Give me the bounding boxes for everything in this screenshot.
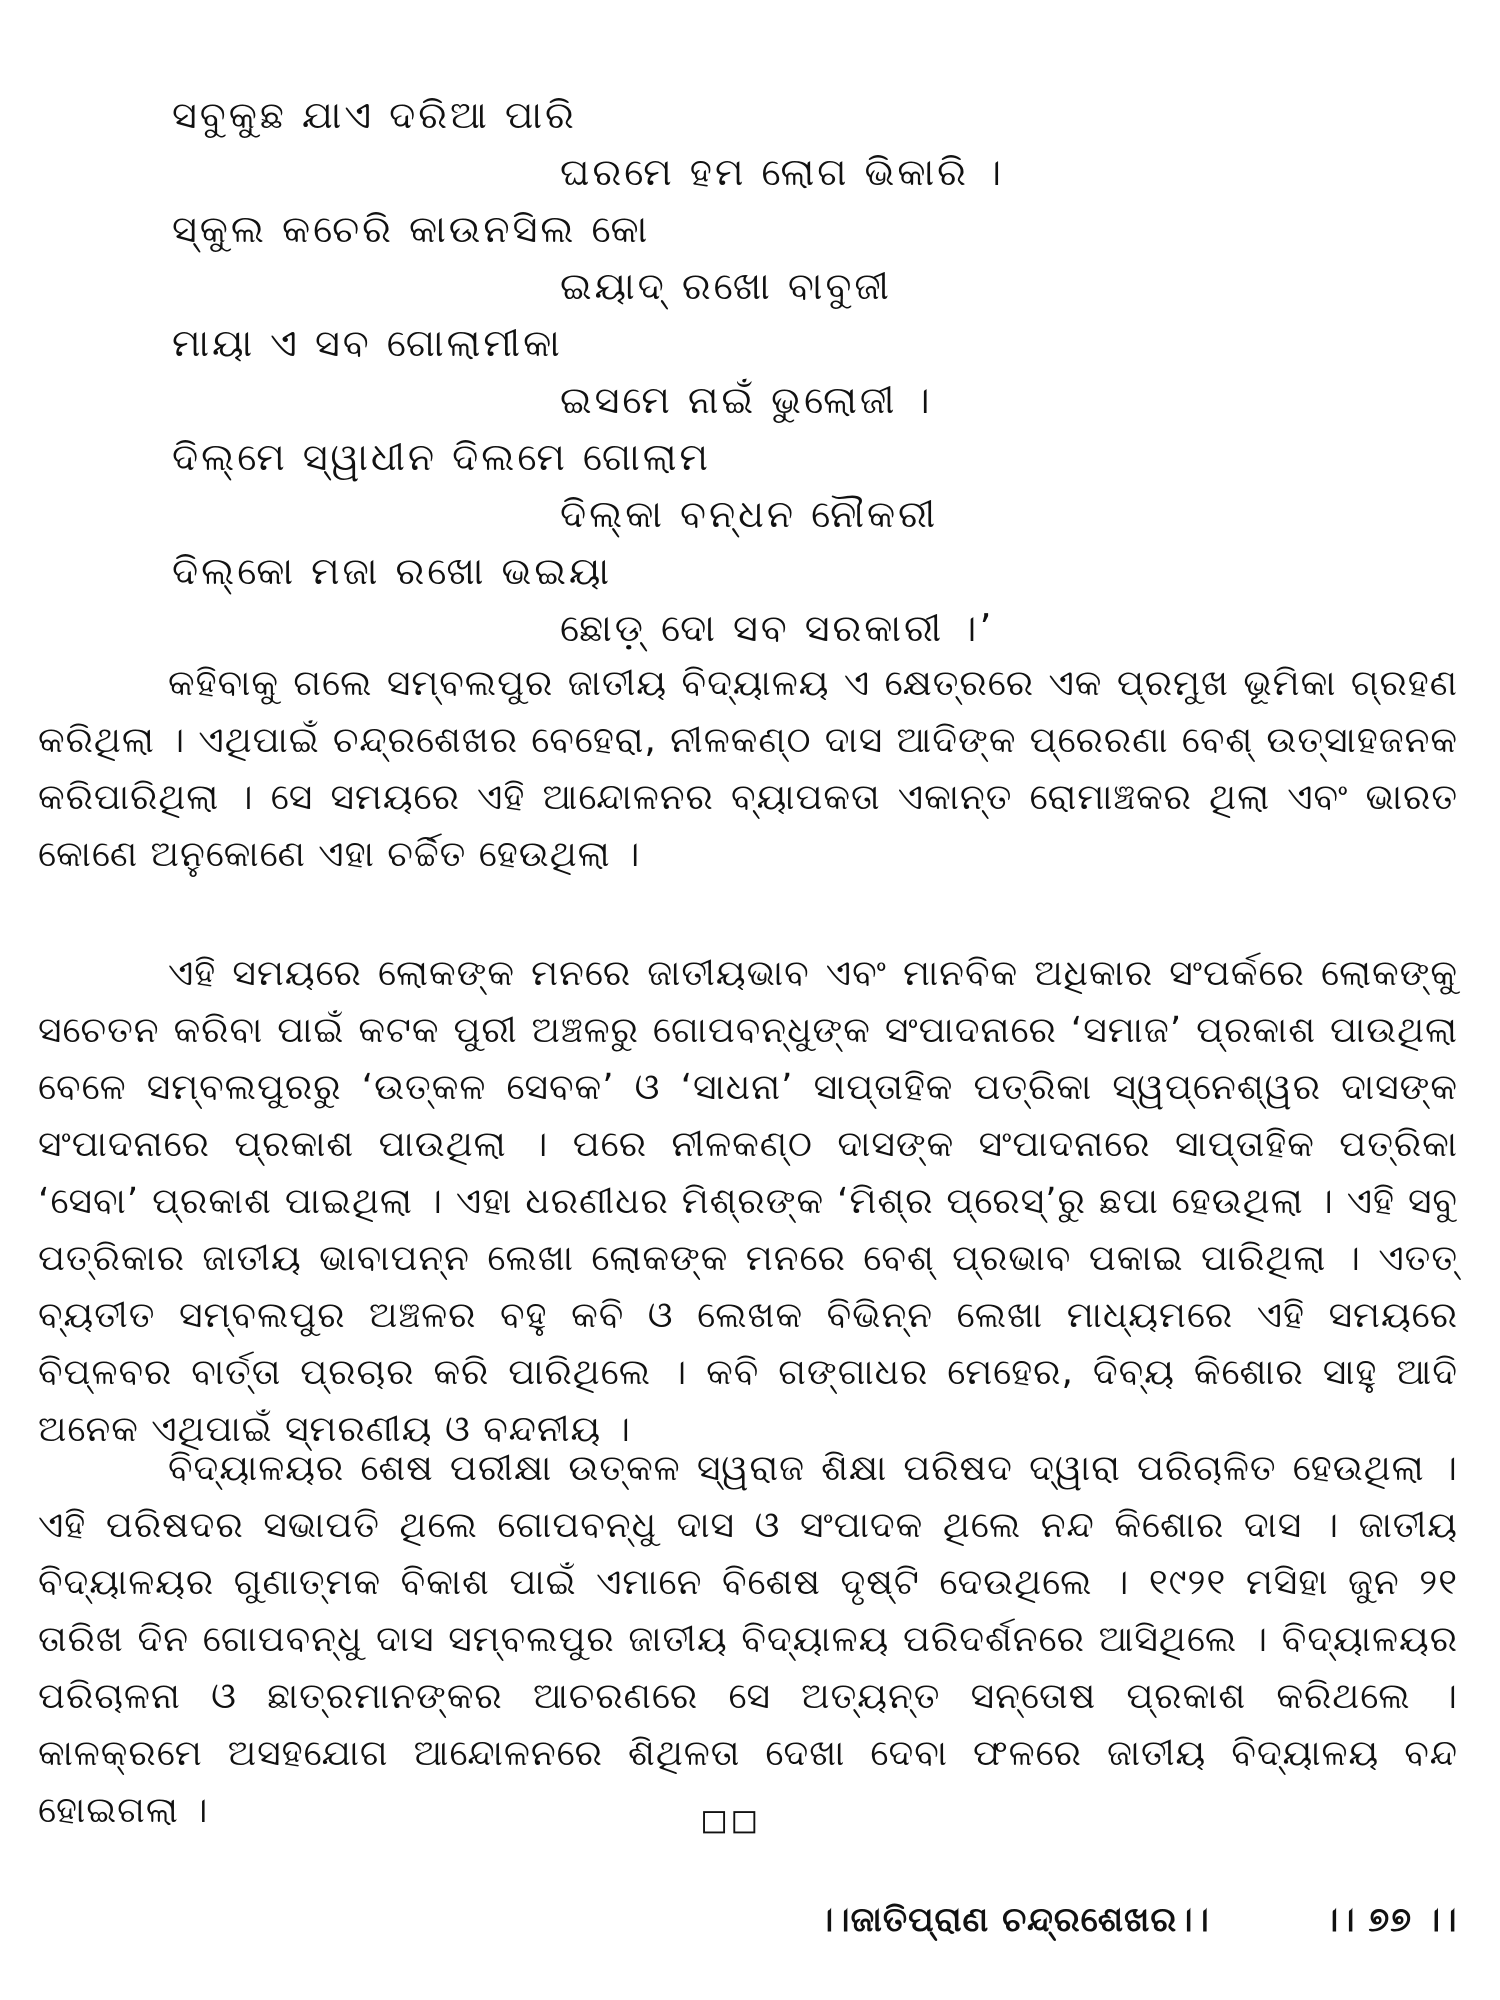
section-end-ornament: ◻◻ [700,1800,761,1840]
running-footer-title: ।।ଜାତିପ୍ରାଣ ଚନ୍ଦ୍ରଶେଖର।। [818,1900,1210,1940]
poem-line: ଦିଲ୍‌କୋ ମଜା ରଖୋ ଭଇୟା [172,549,613,593]
poem-line: ଦିଲ୍‌ମେ ସ୍ୱାଧୀନ ଦିଲମେ ଗୋଲାମ [172,435,711,479]
poem-line: ମାୟା ଏ ସବ ଗୋଲାମୀକା [172,321,563,365]
poem-line: ଛୋଡ଼୍ ଦୋ ସବ ସରକାରୀ ।’ [560,606,995,650]
poem-line: ଘରମେ ହମ ଲୋଗ ଭିକାରି । [560,150,1005,194]
paragraph-1: କହିବାକୁ ଗଲେ ସମ୍ବଲପୁର ଜାତୀୟ ବିଦ୍ୟାଳୟ ଏ କ୍ଷେତ୍ରରେ ଏକ ପ୍ରମୁଖ ଭୂମିକା ଗ୍ରହଣ କରିଥିଲା । ଏଥିପାଇଁ ଚନ୍ଦ୍ରଶେଖର ବେହେରା, ନୀଳକଣ୍ଠ ଦାସ ଆଦିଙ୍କ ପ୍ରେରଣା ବେଶ୍ ଉତ୍ସାହଜନକ କରିପାରିଥିଲା । ସେ ସମୟରେ ଏହି ଆନ୍ଦୋଳନର ବ୍ୟାପକତା ଏକାନ୍ତ ରୋମାଞ୍ଚକର ଥିଲା ଏବଂ ଭାରତ କୋଣେ ଅନୁକୋଣେ ଏହା ଚର୍ଚ୍ଚିତ ହେଉଥିଲା । [38,663,1458,875]
poem-line: ସବୁକୁଛ ଯାଏ ଦରିଆ ପାରି [172,93,577,137]
poem-line: ଇସମେ ନାଇଁ ଭୁଲୋଜୀ । [560,378,933,422]
page-number: ।। ୭୭ ।। [1323,1900,1458,1940]
poem-line: ସ୍କୁଲ କଚେରି କାଉନସିଲ କୋ [172,207,651,251]
poem-line: ଇୟାଦ୍ ରଖୋ ବାବୁଜୀ [560,264,892,308]
paragraph-2: ଏହି ସମୟରେ ଲୋକଙ୍କ ମନରେ ଜାତୀୟଭାବ ଏବଂ ମାନବିକ ଅଧିକାର ସଂପର୍କରେ ଲୋକଙ୍କୁ ସଚେତନ କରିବା ପାଇଁ କଟକ ପୁରୀ ଅଞ୍ଚଳରୁ ଗୋପବନ୍ଧୁଙ୍କ ସଂପାଦନାରେ ‘ସମାଜ’ ପ୍ରକାଶ ପାଉଥିଲା ବେଳେ ସମ୍ବଲପୁରରୁ ‘ଉତ୍କଳ ସେବକ’ ଓ ‘ସାଧନା’ ସାପ୍ତାହିକ ପତ୍ରିକା ସ୍ୱପ୍ନେଶ୍ୱର ଦାସଙ୍କ ସଂପାଦନାରେ ପ୍ରକାଶ ପାଉଥିଲା । ପରେ ନୀଳକଣ୍ଠ ଦାସଙ୍କ ସଂପାଦନାରେ ସାପ୍ତାହିକ ପତ୍ରିକା ‘ସେବା’ ପ୍ରକାଶ ପାଇଥିଲା । ଏହା ଧରଣୀଧର ମିଶ୍ରଙ୍କ ‘ମିଶ୍ର ପ୍ରେସ୍’ରୁ ଛପା ହେଉଥିଲା । ଏହି ସବୁ ପତ୍ରିକାର ଜାତୀୟ ଭାବାପନ୍ନ ଲେଖା ଲୋକଙ୍କ ମନରେ ବେଶ୍ ପ୍ରଭାବ ପକାଇ ପାରିଥିଲା । ଏତତ୍ ବ୍ୟତୀତ ସମ୍ବଲପୁର ଅଞ୍ଚଳର ବହୁ କବି ଓ ଲେଖକ ବିଭିନ୍ନ ଲେଖା ମାଧ୍ୟମରେ ଏହି ସମୟରେ ବିପ୍ଳବର ବାର୍ତ୍ତା ପ୍ରଚାର କରି ପାରିଥିଲେ । କବି ଗଙ୍ଗାଧର ମେହେର, ଦିବ୍ୟ କିଶୋର ସାହୁ ଆଦି ଅନେକ ଏଥିପାଇଁ ସ୍ମରଣୀୟ ଓ ବନ୍ଦନୀୟ । [38,953,1458,1450]
poem-line: ଦିଲ୍‌କା ବନ୍ଧନ ନୌକରୀ [560,492,939,536]
paragraph-3: ବିଦ୍ୟାଳୟର ଶେଷ ପରୀକ୍ଷା ଉତ୍କଳ ସ୍ୱରାଜ ଶିକ୍ଷା ପରିଷଦ ଦ୍ୱାରା ପରିଚାଳିତ ହେଉଥିଲା । ଏହି ପରିଷଦର ସଭାପତି ଥିଲେ ଗୋପବନ୍ଧୁ ଦାସ ଓ ସଂପାଦକ ଥିଲେ ନନ୍ଦ କିଶୋର ଦାସ । ଜାତୀୟ ବିଦ୍ୟାଳୟର ଗୁଣାତ୍ମକ ବିକାଶ ପାଇଁ ଏମାନେ ବିଶେଷ ଦୃଷ୍ଟି ଦେଉଥିଲେ । ୧୯୨୧ ମସିହା ଜୁନ ୨୧ ତାରିଖ ଦିନ ଗୋପବନ୍ଧୁ ଦାସ ସମ୍ବଲପୁର ଜାତୀୟ ବିଦ୍ୟାଳୟ ପରିଦର୍ଶନରେ ଆସିଥିଲେ । ବିଦ୍ୟାଳୟର ପରିଚାଳନା ଓ ଛାତ୍ରମାନଙ୍କର ଆଚରଣରେ ସେ ଅତ୍ୟନ୍ତ ସନ୍ତୋଷ ପ୍ରକାଶ କରିଥଲେ । କାଳକ୍ରମେ ଅସହଯୋଗ ଆନ୍ଦୋଳନରେ ଶିଥିଳତା ଦେଖା ଦେବା ଫଳରେ ଜାତୀୟ ବିଦ୍ୟାଳୟ ବନ୍ଦ ହୋଇଗଲା । [38,1448,1458,1831]
